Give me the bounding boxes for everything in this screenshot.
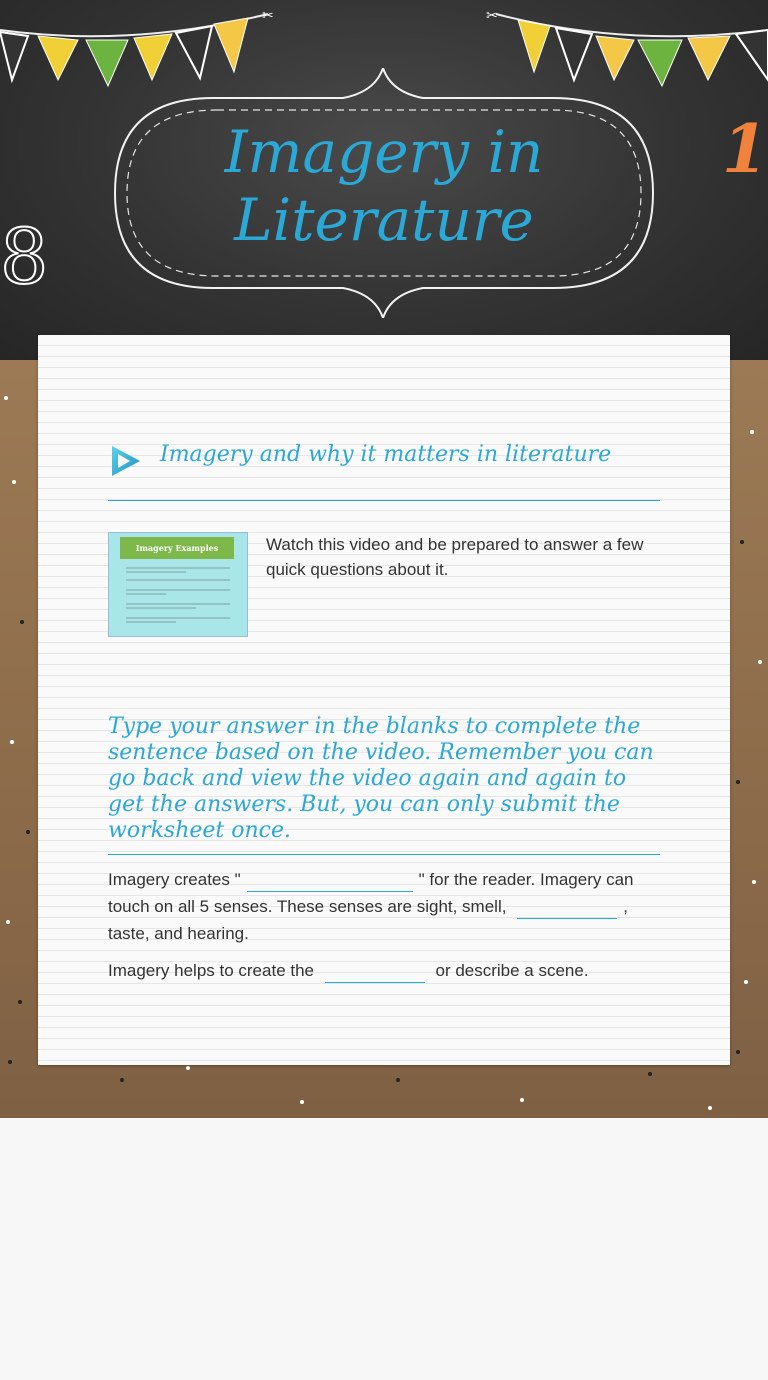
instructions-text: Type your answer in the blanks to complete the sentence based on the video. Remember you can go back and view the video again and again to get the answers. But, you can only submit the worksheet once. — [108, 714, 660, 855]
page-title — [113, 118, 655, 254]
video-description: Watch this video and be prepared to answer a few quick questions about it. — [266, 535, 644, 579]
deco-number-one: 1 — [722, 110, 768, 188]
deco-number-eight: 8 — [0, 212, 49, 301]
blank-input-3[interactable] — [325, 962, 425, 983]
page-title-line2: Literature — [234, 186, 534, 254]
thumbnail-heading: Imagery Examples — [120, 537, 234, 559]
blank-input-1[interactable] — [247, 871, 413, 892]
q1-text-middle: " for the reader. Imagery can touch on all 5 senses. These senses are sight, smell, — [108, 870, 634, 916]
q1-text-after: , taste, and hearing. — [108, 897, 628, 943]
chalkboard-header — [0, 0, 768, 360]
svg-text:✂: ✂ — [262, 8, 274, 24]
play-icon[interactable] — [108, 444, 142, 478]
q2-text-before: Imagery helps to create the — [108, 961, 315, 980]
question-paragraph-2 — [108, 957, 660, 984]
video-title: Imagery and why it matters in literature — [160, 442, 612, 467]
video-section-header — [108, 440, 660, 501]
q1-text-before: Imagery creates " — [108, 870, 241, 889]
blank-input-2[interactable] — [517, 898, 617, 919]
q2-text-after: or describe a scene. — [435, 961, 589, 980]
question-paragraph-1 — [108, 866, 660, 947]
page-title-line1: Imagery in — [224, 118, 544, 186]
svg-text:✂: ✂ — [486, 8, 498, 24]
video-thumbnail[interactable] — [108, 532, 248, 637]
